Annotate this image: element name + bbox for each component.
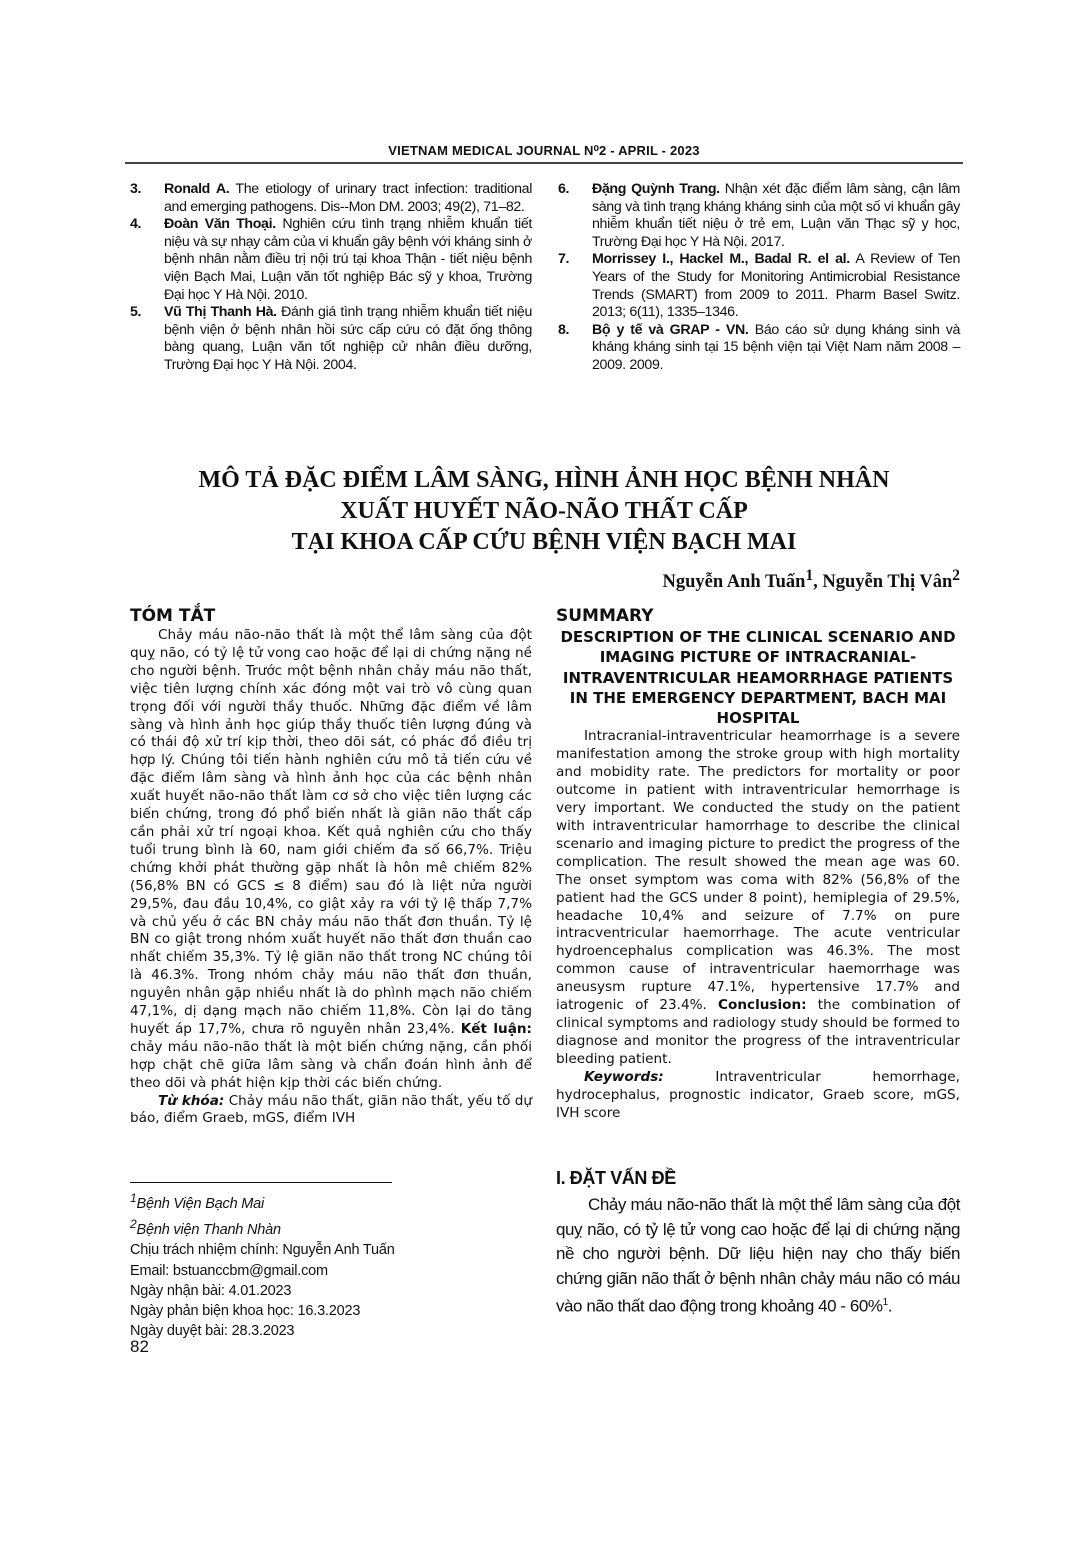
keywords [130, 1093, 532, 1129]
ref-number: 5. [130, 304, 142, 321]
ref-text: Báo cáo sử dụng kháng sinh và kháng kháng sinh tại 15 bệnh viện tại Việt Nam năm 2008 – 2009. 2009. [592, 321, 960, 373]
ref-number: 4. [130, 216, 142, 233]
summary-body [556, 728, 960, 1068]
affiliation: Bệnh Viện Bạch Mai [136, 1195, 265, 1212]
ref-text: Nhận xét đặc điểm lâm sàng, cận lâm sàng và tình trạng kháng kháng sinh của một số vi khuẩn gây nhiễm khuẩn tiết niệu ở trẻ em, Luận văn Thạc sỹ y học, Trường Đại học Y Hà Nội. 2017. [592, 181, 960, 250]
keywords-label: Keywords: [584, 1068, 664, 1085]
section-heading: I. ĐẶT VẤN ĐỀ [556, 1168, 676, 1188]
footnote-divider [130, 1182, 392, 1183]
footnotes [130, 1188, 395, 1342]
section-body [556, 1193, 960, 1319]
ref-author: Vũ Thị Thanh Hà. [164, 304, 277, 321]
reference-item [558, 322, 960, 375]
summary-heading: SUMMARY [556, 606, 654, 626]
footnote-sup: 2 [130, 1217, 137, 1232]
ref-text: The etiology of urinary tract infection: traditional and emerging pathogens. Dis--Mon DM. 2003; 49(2), 71–82. [164, 181, 532, 215]
ref-number: 3. [130, 181, 142, 197]
authors [662, 567, 960, 593]
author-name: Nguyễn Anh Tuấn [662, 572, 806, 593]
section-text: Chảy máu não-não thất là một thể lâm sàng của đột quỵ não, có tỷ lệ tử vong cao hoặc để lại di chứng nặng nề cho người bệnh. Dữ liệu hiện nay cho thấy biến chứng giãn não thất ở bệnh nhân chảy máu não có máu vào não thất dao động trong khoảng 40 - 60% [556, 1195, 960, 1316]
ref-author: Ronald A. [164, 181, 230, 197]
references-right [558, 181, 960, 375]
ref-text: A Review of Ten Years of the Study for Monitoring Antimicrobial Resistance Trends (SMART) from 2009 to 2011. Pharm Basel Switz. 2013; 6(11), 1335–1346. [592, 251, 961, 321]
references-left [130, 181, 532, 375]
conclusion-text: the combination of clinical symptoms and radiology study should be formed to diagnose and monitor the progress of the intraventricular bleeding patient. [556, 997, 960, 1067]
keywords-label: Từ khóa: [158, 1092, 225, 1109]
section-introduction [556, 1168, 960, 1319]
ref-number: 8. [558, 321, 570, 338]
received-date: Ngày nhận bài: 4.01.2023 [130, 1282, 292, 1299]
reviewed-date: Ngày phản biện khoa học: 16.3.2023 [130, 1303, 361, 1320]
citation-sup: 1 [882, 1297, 888, 1308]
reference-item [130, 216, 532, 304]
ref-author: Đặng Quỳnh Trang. [592, 181, 720, 197]
reference-item [130, 304, 532, 374]
reference-item [558, 181, 960, 251]
conclusion-label: Kết luận: [460, 1020, 532, 1037]
email: Email: bstuanccbm@gmail.com [130, 1262, 328, 1279]
abstract-vietnamese [130, 605, 532, 1128]
title-line: XUẤT HUYẾT NÃO-NÃO THẤT CẤP [340, 498, 748, 524]
abstract-text: Chảy máu não-não thất là một thể lâm sàng của đột quỵ não, có tỷ lệ tử vong cao hoặc để lại di chứng nặng nề cho người bệnh. Trước một bệnh nhân chảy máu não thất, việc tiên lượng chính xác đóng một vai trò vô cùng quan trọng đối với người thầy thuốc. Những đặc điểm về lâm sàng và hình ảnh học giúp thầy thuốc tiên lượng đúng và có thái độ xử trí kịp thời, theo dõi sát, có phác đồ điều trị hợp lý. Chúng tôi tiến hành nghiên cứu mô tả tiến cứu về đặc điểm lâm sàng và hình ảnh học của các bệnh nhân xuất huyết não-não thất làm cơ sở cho việc tiên lượng các biến chứng, trong đó phổ biến nhất là giãn não thất cấp cần phải xử trí ngoại khoa. Kết quả nghiên cứu cho thấy tuổi trung bình là 60, nam giới chiếm đa số 66,7%. Triệu chứng khởi phát thường gặp nhất là hôn mê chiếm 82% (56,8% BN có GCS ≤ 8 điểm) sau đó là liệt nửa người 29,5%, đau đầu 10,4%, co giật xảy ra với tỷ lệ thấp 7,7% và chủ yếu ở các BN chảy máu não thất đơn thuần. Tỷ lệ BN co giật trong nhóm xuất huyết não thất đơn thuần cao nhất chiếm 35,3%. Tỷ lệ giãn não thất trong NC chúng tôi là 46.3%. Trong nhóm chảy máu não thất đơn thuần, nguyên nhân gặp nhiều nhất là do phình mạch não chiếm 47,1%, dị dạng mạch não chiếm 11,8%. Còn lại do tăng huyết áp 17,7%, chưa rõ nguyên nhân 23,4%. [130, 627, 532, 1037]
conclusion-label: Conclusion: [718, 997, 807, 1014]
ref-author: Đoàn Văn Thoại. [164, 216, 276, 233]
reference-item [558, 251, 960, 321]
english-title: DESCRIPTION OF THE CLINICAL SCENARIO AND IMAGING PICTURE OF INTRACRANIAL-INTRAVENTRICULAR HEAMORRHAGE PATIENTS IN THE EMERGENCY DEPARTMENT, BACH MAI HOSPITAL [560, 628, 956, 728]
title-line: MÔ TẢ ĐẶC ĐIỂM LÂM SÀNG, HÌNH ẢNH HỌC BỆNH NHÂN [198, 467, 890, 493]
reference-item [130, 181, 532, 216]
abstract-heading: TÓM TẮT [130, 606, 216, 626]
page-number: 82 [130, 1337, 149, 1356]
summary-text: Intracranial-intraventricular heamorrhage is a severe manifestation among the stroke group with high mortality and mobidity rate. The predictors for mortality or poor outcome in patient with intraventricular hemorrhage is very important. We conducted the study on the patient with intraventricular hamorrhage to describe the clinical scenario and imaging picture to predict the progress of the complication. The result showed the mean age was 60. The onset symptom was coma with 82% (56,8% of the patient had the GCS under 8 point), hemiplegia of 29.5%, headache 10,4% and seizure of 7.7% on pure intracventricular haemorrhage. The acute ventricular hydroencephalus complication was 46.3%. The most common cause of intraventricular haemorrhage was aneusysm rupture 47.1%, hypertensive 17.7% and iatrogenic of 23.4%. [556, 728, 960, 1014]
ref-number: 6. [558, 181, 570, 197]
article-title [125, 465, 963, 558]
abstract-english [556, 605, 960, 1122]
abstract-body [130, 627, 532, 1093]
ref-author: Bộ y tế và GRAP - VN. [592, 321, 749, 338]
journal-header: VIETNAM MEDICAL JOURNAL N⁰2 - APRIL - 2023 [125, 143, 963, 164]
affiliation: Bệnh viện Thanh Nhàn [136, 1221, 281, 1238]
ref-text: Đánh giá tình trạng nhiễm khuẩn tiết niệu bệnh viện ở bệnh nhân hồi sức cấp cứu có đặt ống thông bàng quang, Luận văn tốt nghiệp cử nhân điều dưỡng, Trường Đại học Y Hà Nội. 2004. [164, 304, 532, 373]
affiliation-sup: 2 [952, 567, 960, 584]
accepted-date: Ngày duyệt bài: 28.3.2023 [130, 1323, 295, 1340]
corresponding-author: Chịu trách nhiệm chính: Nguyễn Anh Tuấn [130, 1242, 395, 1259]
author-name: Nguyễn Thị Vân [822, 572, 953, 593]
period: . [887, 1296, 892, 1316]
ref-author: Morrissey I., Hackel M., Badal R. el al. [592, 251, 850, 268]
keywords-text: Chảy máu não thất, giãn não thất, yếu tố dự báo, điểm Graeb, mGS, điểm IVH [130, 1092, 532, 1127]
conclusion-text: chảy máu não-não thất là một biến chứng nặng, cần phối hợp chặt chẽ giữa lâm sàng và chẩn đoán hình ảnh để theo dõi và phát hiện kịp thời các biến chứng. [130, 1038, 532, 1091]
ref-text: Nghiên cứu tình trạng nhiễm khuẩn tiết niệu và sự nhạy cảm của vi khuẩn gây bệnh với kháng sinh ở bệnh nhân nằm điều trị nội trú tại khoa Thận - tiết niệu bệnh viện Bạch Mai, Luận văn tốt nghiệp Bác sỹ y khoa, Trường Đại học Y Hà Nội. 2010. [164, 216, 532, 303]
keywords-text: Intraventricular hemorrhage, hydrocephalus, prognostic indicator, Graeb score, mGS, IVH score [556, 1068, 960, 1121]
ref-number: 7. [558, 251, 570, 268]
footnote-sup: 1 [130, 1191, 137, 1205]
title-line: TẠI KHOA CẤP CỨU BỆNH VIỆN BẠCH MAI [291, 529, 797, 555]
keywords [556, 1069, 960, 1123]
separator: , [813, 572, 823, 593]
affiliation-sup: 1 [805, 567, 814, 584]
